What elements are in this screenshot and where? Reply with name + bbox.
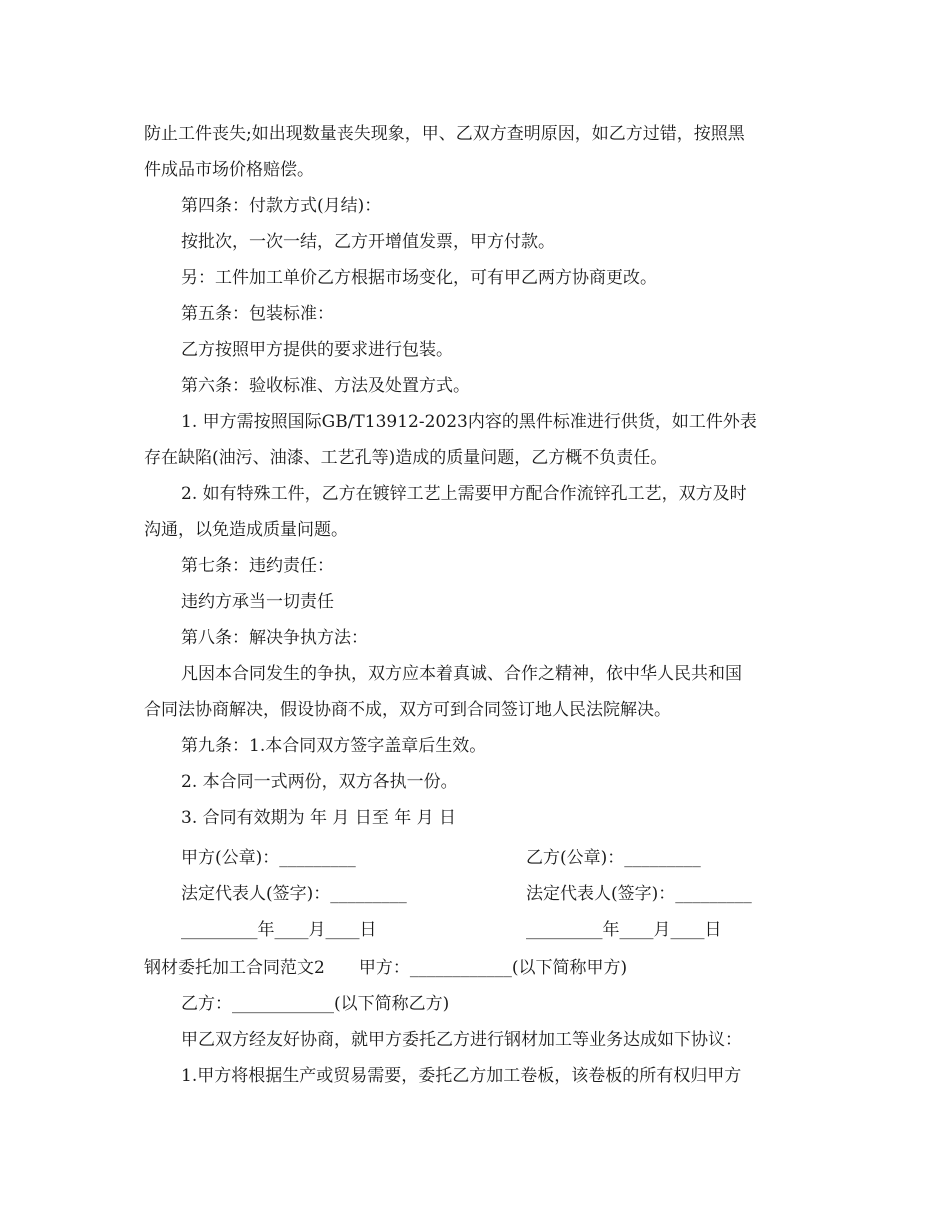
text-line: 2. 如有特殊工件，乙方在镀锌工艺上需要甲方配合作流锌孔工艺，双方及时 — [181, 484, 747, 504]
text-line: 乙方按照甲方提供的要求进行包装。 — [181, 340, 453, 360]
party-b-date: _________年____月____日 — [526, 920, 722, 940]
party-a-date: _________年____月____日 — [181, 920, 377, 940]
text-line: 2. 本合同一式两份，双方各执一份。 — [181, 772, 458, 792]
party-a-representative: 法定代表人(签字)：_________ — [181, 884, 407, 904]
text-line: 3. 合同有效期为 年 月 日至 年 月 日 — [181, 808, 457, 828]
text-line: 防止工件丧失;如出现数量丧失现象，甲、乙双方查明原因，如乙方过错，按照黑 — [144, 124, 745, 144]
party-b-representative: 法定代表人(签字)：_________ — [526, 884, 752, 904]
text-line: 按批次，一次一结，乙方开增值发票，甲方付款。 — [181, 232, 555, 252]
text-line: 乙方：____________(以下简称乙方) — [181, 994, 450, 1014]
article-6-heading: 第六条：验收标准、方法及处置方式。 — [181, 376, 470, 396]
article-7-heading: 第七条：违约责任： — [181, 556, 334, 576]
text-line: 合同法协商解决，假设协商不成，双方可到合同签订地人民法院解决。 — [144, 700, 671, 720]
article-8-heading: 第八条：解决争执方法： — [181, 628, 368, 648]
contract-2-title-line: 钢材委托加工合同范文2 甲方：____________(以下简称甲方) — [144, 958, 628, 978]
party-b-seal: 乙方(公章)：_________ — [526, 848, 701, 868]
text-line: 存在缺陷(油污、油漆、工艺孔等)造成的质量问题，乙方概不负责任。 — [144, 448, 668, 468]
text-line: 1.甲方将根据生产或贸易需要，委托乙方加工卷板，该卷板的所有权归甲方 — [181, 1066, 742, 1086]
party-a-seal: 甲方(公章)：_________ — [181, 848, 356, 868]
article-4-heading: 第四条：付款方式(月结)： — [181, 196, 382, 216]
article-9-heading: 第九条：1.本合同双方签字盖章后生效。 — [181, 736, 487, 756]
article-5-heading: 第五条：包装标准： — [181, 304, 334, 324]
text-line: 另：工件加工单价乙方根据市场变化，可有甲乙两方协商更改。 — [181, 268, 657, 288]
text-line: 沟通，以免造成质量问题。 — [144, 520, 348, 540]
text-line: 件成品市场价格赔偿。 — [144, 160, 314, 180]
text-line: 违约方承当一切责任 — [181, 592, 334, 612]
text-line: 凡因本合同发生的争执，双方应本着真诚、合作之精神，依中华人民共和国 — [181, 664, 742, 684]
text-line: 甲乙双方经友好协商，就甲方委托乙方进行钢材加工等业务达成如下协议： — [181, 1030, 742, 1050]
text-line: 1. 甲方需按照国际GB/T13912-2023内容的黑件标准进行供货，如工件外表 — [181, 412, 757, 432]
